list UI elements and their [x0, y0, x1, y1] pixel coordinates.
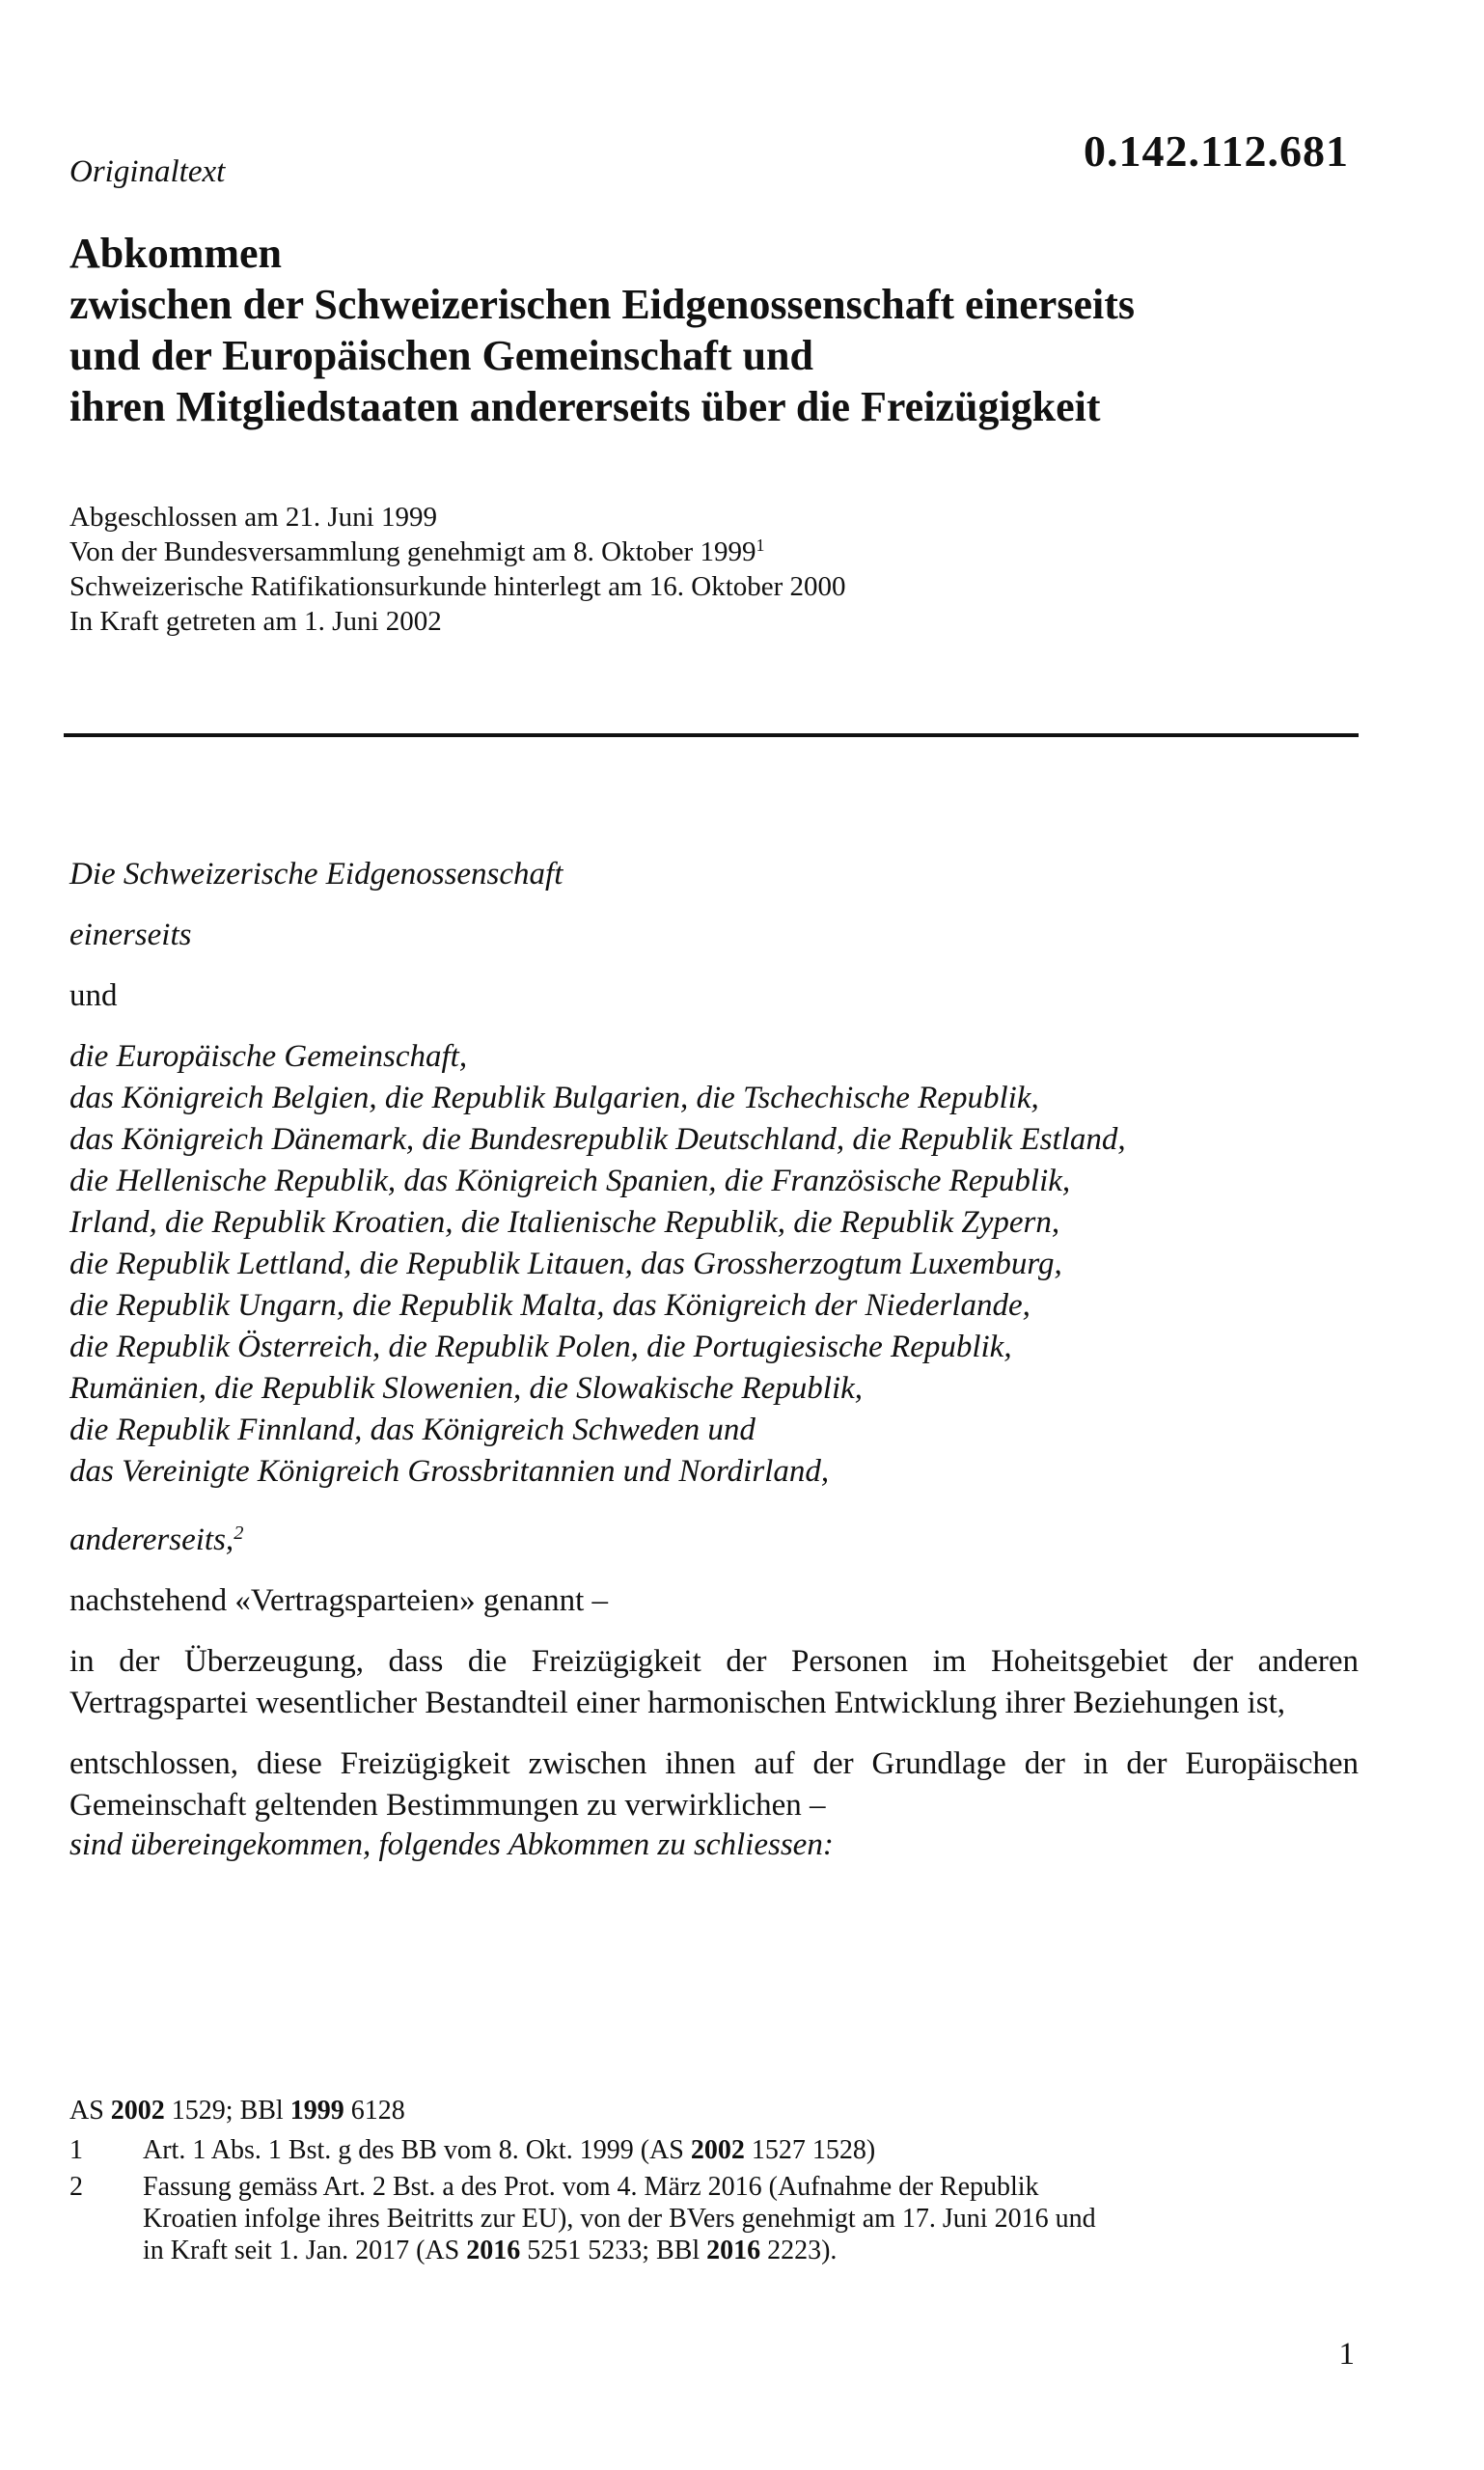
footnote-2	[69, 2171, 1362, 2277]
party-line: die Republik Finnland, das Königreich Schweden und	[69, 1413, 756, 1447]
party-line: die Republik Lettland, die Republik Litauen, das Grossherzogtum Luxemburg,	[69, 1247, 1062, 1281]
preamble-einerseits: einerseits	[69, 918, 192, 952]
source-reference: AS 2002 1529; BBl 1999 6128	[69, 2096, 405, 2126]
title-line: und der Europäischen Gemeinschaft und	[69, 332, 813, 379]
footnote-text: Art. 1 Abs. 1 Bst. g des BB vom 8. Okt. 1999 (AS 2002 1527 1528)	[143, 2135, 876, 2165]
concluded-date: Abgeschlossen am 21. Juni 1999	[69, 502, 437, 533]
party-line: Rumänien, die Republik Slowenien, die Slowakische Republik,	[69, 1371, 864, 1406]
party-line: die Republik Ungarn, die Republik Malta, das Königreich der Niederlande,	[69, 1288, 1031, 1323]
party-line: Irland, die Republik Kroatien, die Italienische Republik, die Republik Zypern,	[69, 1205, 1060, 1240]
party-line: das Königreich Dänemark, die Bundesrepublik Deutschland, die Republik Estland,	[69, 1122, 1126, 1157]
title-line: ihren Mitgliedstaaten andererseits über die Freizügigkeit	[69, 383, 1101, 430]
preamble-party-switzerland: Die Schweizerische Eidgenossenschaft	[69, 857, 563, 892]
footnote-1	[69, 2134, 1362, 2167]
footnote-text: Fassung gemäss Art. 2 Bst. a des Prot. vom 4. März 2016 (Aufnahme der Republik Kroatien infolge ihres Beitritts zur EU), von der BVers genehmigt am 17. Juni 2016 und in Kraft seit 1. Jan. 2017 (AS 2016 5251 5233; BBl 2016 2223).	[143, 2172, 1096, 2265]
party-line: die Hellenische Republik, das Königreich Spanien, die Französische Republik,	[69, 1164, 1071, 1198]
page-number: 1	[1338, 2337, 1355, 2372]
preamble-parties-list	[69, 1036, 1359, 1493]
approved-date: Von der Bundesversammlung genehmigt am 8. Oktober 1999$^1$	[69, 535, 765, 567]
preamble-conclusion: sind übereingekommen, folgendes Abkommen zu schliessen:	[69, 1827, 834, 1862]
preamble-vertragsparteien: nachstehend «Vertragsparteien» genannt –	[69, 1583, 609, 1618]
footnote-ref[interactable]: 2	[234, 1522, 244, 1544]
title-line: zwischen der Schweizerischen Eidgenossenschaft einerseits	[69, 281, 1135, 328]
footnote-number: 2	[69, 2172, 83, 2202]
preamble-entschlossen: entschlossen, diese Freizügigkeit zwischen ihnen auf der Grundlage der in der Europäischen Gemeinschaft geltenden Bestimmungen zu verwirklichen –	[69, 1746, 1359, 1823]
party-line: die Europäische Gemeinschaft,	[69, 1039, 468, 1074]
footnote-ref[interactable]: 1	[756, 535, 765, 556]
party-line: das Königreich Belgien, die Republik Bulgarien, die Tschechische Republik,	[69, 1081, 1039, 1115]
party-line: das Vereinigte Königreich Grossbritannien und Nordirland,	[69, 1454, 830, 1489]
party-line: die Republik Österreich, die Republik Polen, die Portugiesische Republik,	[69, 1330, 1012, 1364]
entry-into-force-date: In Kraft getreten am 1. Juni 2002	[69, 606, 442, 637]
preamble-und: und	[69, 978, 118, 1013]
treaty-metadata	[69, 500, 846, 639]
document-number: 0.142.112.681	[1084, 126, 1349, 176]
preamble-ueberzeugung: in der Überzeugung, dass die Freizügigkeit der Personen im Hoheitsgebiet der anderen Vertragspartei wesentlicher Bestandteil einer harmonischen Entwicklung ihrer Beziehungen ist,	[69, 1644, 1359, 1720]
document-title	[69, 228, 1362, 432]
title-line: Abkommen	[69, 230, 283, 277]
ratification-date: Schweizerische Ratifikationsurkunde hinterlegt am 16. Oktober 2000	[69, 571, 846, 602]
original-text-label: Originaltext	[69, 154, 226, 189]
preamble-andererseits: andererseits,$^2$	[69, 1522, 244, 1557]
footnote-number: 1	[69, 2135, 83, 2165]
horizontal-rule	[64, 733, 1359, 737]
